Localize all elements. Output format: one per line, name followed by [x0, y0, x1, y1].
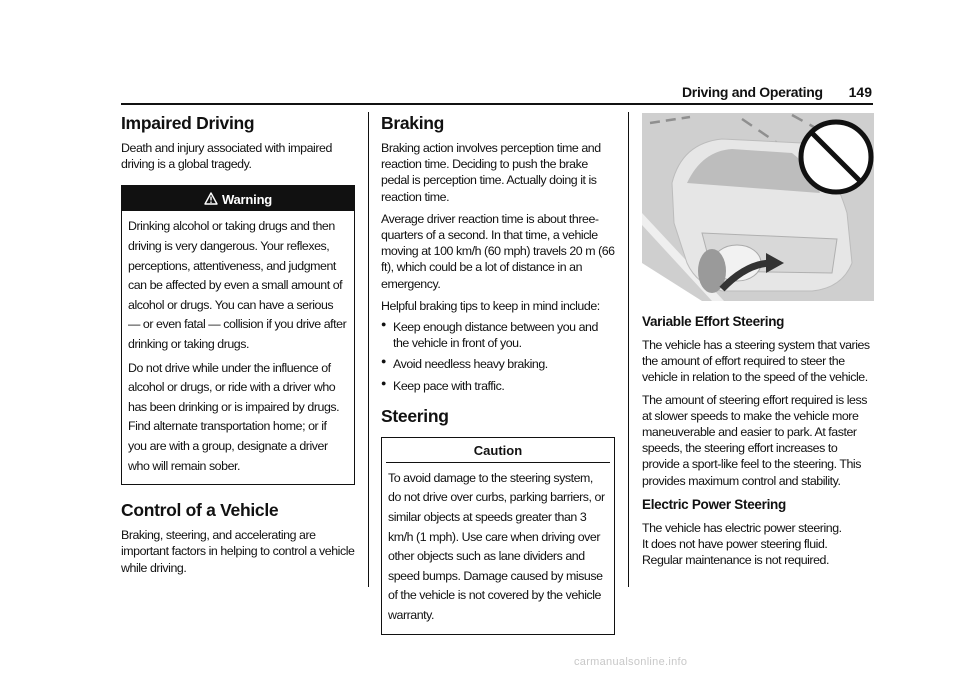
column-3 [642, 313, 874, 568]
braking-heading: Braking [381, 113, 445, 133]
section-title: Driving and Operating [682, 84, 823, 100]
bullet-icon: ● [381, 377, 387, 388]
tip-1: Keep enough distance between you and the vehicle in front of you. [393, 320, 598, 351]
bullet-icon: ● [381, 319, 387, 330]
braking-paragraph-1: Braking action involves perception time and reaction time. Deciding to push the brake pedal is perception time. Actually doing it is reaction time. [381, 141, 601, 204]
braking-paragraph-2: Average driver reaction time is about three-quarters of a second. In that time, a vehicle moving at 100 km/h (60 mph) travels 20 m (66 ft), which could be a lot of distance in an emergency. [381, 211, 615, 291]
list-item [381, 319, 615, 351]
control-of-vehicle-heading: Control of a Vehicle [121, 500, 279, 521]
column-divider-1 [368, 112, 369, 587]
header-rule [121, 103, 873, 105]
ves-paragraph-2: The amount of steering effort required is less at slower speeds to make the vehicle more maneuverable and easier to park. At faster speeds, the steering effort increases to provide a sport-like feel to the steering. This provides maximum control and stability. [642, 392, 867, 488]
warning-title: Warning [221, 192, 273, 208]
control-of-vehicle-text: Braking, steering, and accelerating are important factors in helping to control a vehicle while driving. [121, 528, 355, 575]
ves-paragraph-1: The vehicle has a steering system that varies the amount of effort required to steer the vehicle in relation to the speed of the vehicle. [642, 338, 870, 385]
tip-2: Avoid needless heavy braking. [393, 357, 548, 372]
column-divider-2 [628, 112, 629, 587]
steering-heading: Steering [381, 405, 449, 426]
warning-box [121, 185, 355, 485]
electric-power-steering-heading: Electric Power Steering [642, 496, 786, 512]
bullet-icon: ● [381, 356, 387, 367]
watermark: carmanualsonline.info [574, 656, 688, 668]
column-1 [121, 112, 355, 576]
list-item [381, 356, 615, 372]
tip-3: Keep pace with traffic. [393, 378, 505, 393]
list-item [381, 378, 615, 394]
eps-line-1: The vehicle has electric power steering. [642, 520, 842, 535]
impaired-driving-heading: Impaired Driving [121, 113, 255, 133]
column-2 [381, 112, 615, 635]
car-curb-illustration [642, 113, 874, 301]
warning-triangle-icon [204, 192, 218, 205]
steering-illustration [642, 113, 874, 301]
braking-paragraph-3: Helpful braking tips to keep in mind include: [381, 298, 600, 313]
caution-box [381, 437, 615, 635]
page-number: 149 [848, 84, 872, 100]
eps-line-2: It does not have power steering fluid. [642, 537, 828, 552]
prohibition-sign-icon [801, 122, 871, 192]
variable-effort-steering-heading: Variable Effort Steering [642, 314, 785, 329]
warning-paragraph-2: Do not drive while under the influence of alcohol or drugs, or ride with a driver who has been drinking or is impaired by drugs. Find alternate transportation home; or if you are with a group, designate a driver who will remain sober. [128, 360, 340, 473]
warning-paragraph-1: Drinking alcohol or taking drugs and then driving is very dangerous. Your reflexes, perceptions, attentiveness, and judgment can be affected by even a small amount of alcohol or drugs. You can have a serious — or even fatal — collision if you drive after drinking or taking drugs. [128, 219, 347, 351]
caution-text: To avoid damage to the steering system, do not drive over curbs, parking barriers, or similar objects at speeds greater than 3 km/h (1 mph). Use care when driving over other objects such as lane dividers and speed bumps. Damage caused by misuse of the vehicle is not covered by the vehicle warranty. [388, 470, 605, 622]
warning-header [122, 186, 354, 211]
caution-header: Caution [386, 438, 610, 463]
impaired-driving-text: Death and injury associated with impaired driving is a global tragedy. [121, 141, 332, 172]
running-header [682, 84, 872, 104]
eps-line-3: Regular maintenance is not required. [642, 553, 829, 568]
